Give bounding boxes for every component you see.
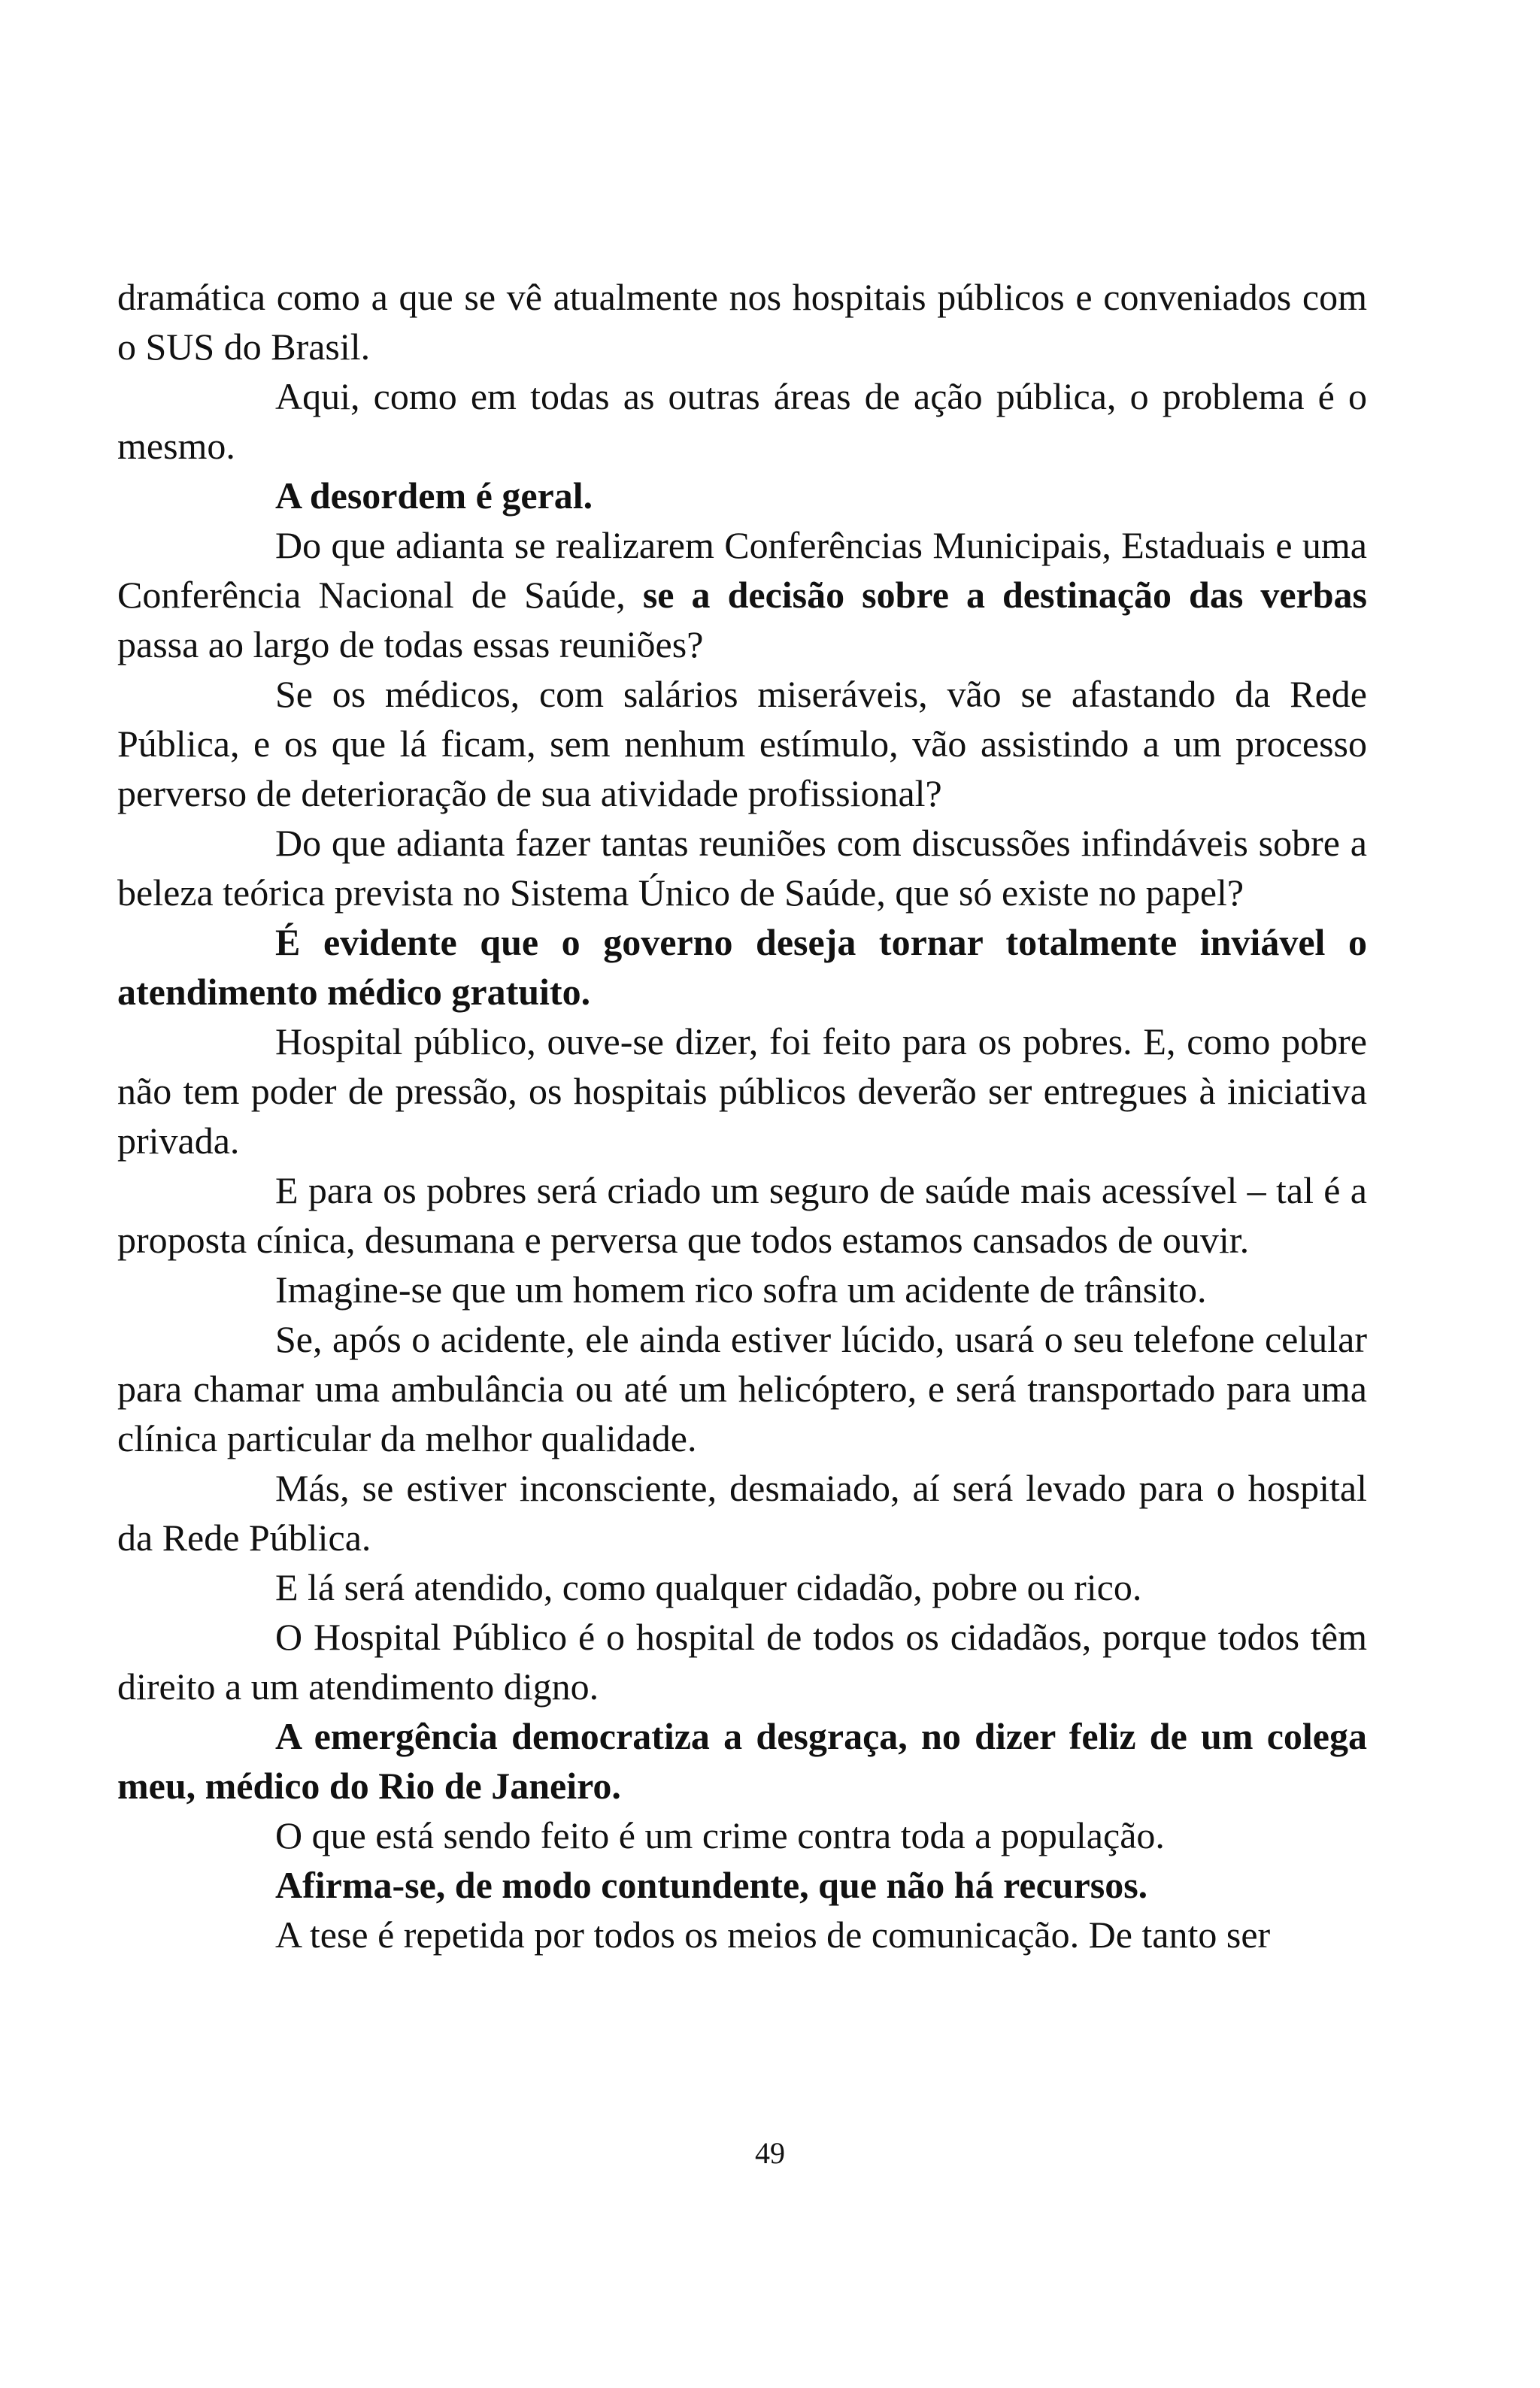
paragraph-4-start: Do que adianta se realizarem Conferências Municipais, Estaduais e uma Conferência Nacional de Saúde,: [117, 524, 1367, 616]
paragraph-14: O Hospital Público é o hospital de todos os cidadãos, porque todos têm direito a um atendimento digno.: [117, 1616, 1367, 1708]
page-number: 49: [755, 2136, 785, 2170]
paragraph-16: O que está sendo feito é um crime contra toda a população.: [275, 1814, 1165, 1856]
paragraph-15-bold: A emergência democratiza a desgraça, no dizer feliz de um colega meu, médico do Rio de Janeiro.: [117, 1715, 1367, 1807]
paragraph-5: Se os médicos, com salários miseráveis, vão se afastando da Rede Pública, e os que lá ficam, sem nenhum estímulo, vão assistindo a um processo perverso de deterioração de sua atividade profissional?: [117, 673, 1367, 814]
paragraph-1: dramática como a que se vê atualmente nos hospitais públicos e conveniados com o SUS do Brasil.: [117, 276, 1367, 368]
paragraph-12: Más, se estiver inconsciente, desmaiado, aí será levado para o hospital da Rede Pública.: [117, 1467, 1367, 1559]
paragraph-18: A tese é repetida por todos os meios de comunicação. De tanto ser: [275, 1914, 1271, 1956]
paragraph-9: E para os pobres será criado um seguro de saúde mais acessível – tal é a proposta cínica, desumana e perversa que todos estamos cansados de ouvir.: [117, 1169, 1367, 1261]
paragraph-11: Se, após o acidente, ele ainda estiver lúcido, usará o seu telefone celular para chamar uma ambulância ou até um helicóptero, e será transportado para uma clínica particular da melhor qualidade.: [117, 1318, 1367, 1459]
paragraph-8: Hospital público, ouve-se dizer, foi feito para os pobres. E, como pobre não tem poder de pressão, os hospitais públicos deverão ser entregues à iniciativa privada.: [117, 1020, 1367, 1162]
paragraph-13: E lá será atendido, como qualquer cidadão, pobre ou rico.: [275, 1566, 1142, 1608]
paragraph-4: [117, 520, 1367, 669]
paragraph-10: Imagine-se que um homem rico sofra um acidente de trânsito.: [275, 1268, 1207, 1311]
paragraph-7-bold: É evidente que o governo deseja tornar totalmente inviável o atendimento médico gratuito.: [117, 921, 1367, 1013]
paragraph-4-end: passa ao largo de todas essas reuniões?: [117, 623, 704, 665]
body-text: [117, 272, 1367, 1959]
paragraph-6: Do que adianta fazer tantas reuniões com discussões infindáveis sobre a beleza teórica prevista no Sistema Único de Saúde, que só existe no papel?: [117, 822, 1367, 914]
paragraph-4-bold: se a decisão sobre a destinação das verbas: [642, 574, 1367, 616]
paragraph-2: Aqui, como em todas as outras áreas de ação pública, o problema é o mesmo.: [117, 375, 1367, 467]
paragraph-17-bold: Afirma-se, de modo contundente, que não há recursos.: [275, 1864, 1148, 1906]
paragraph-3-bold: A desordem é geral.: [275, 474, 593, 517]
